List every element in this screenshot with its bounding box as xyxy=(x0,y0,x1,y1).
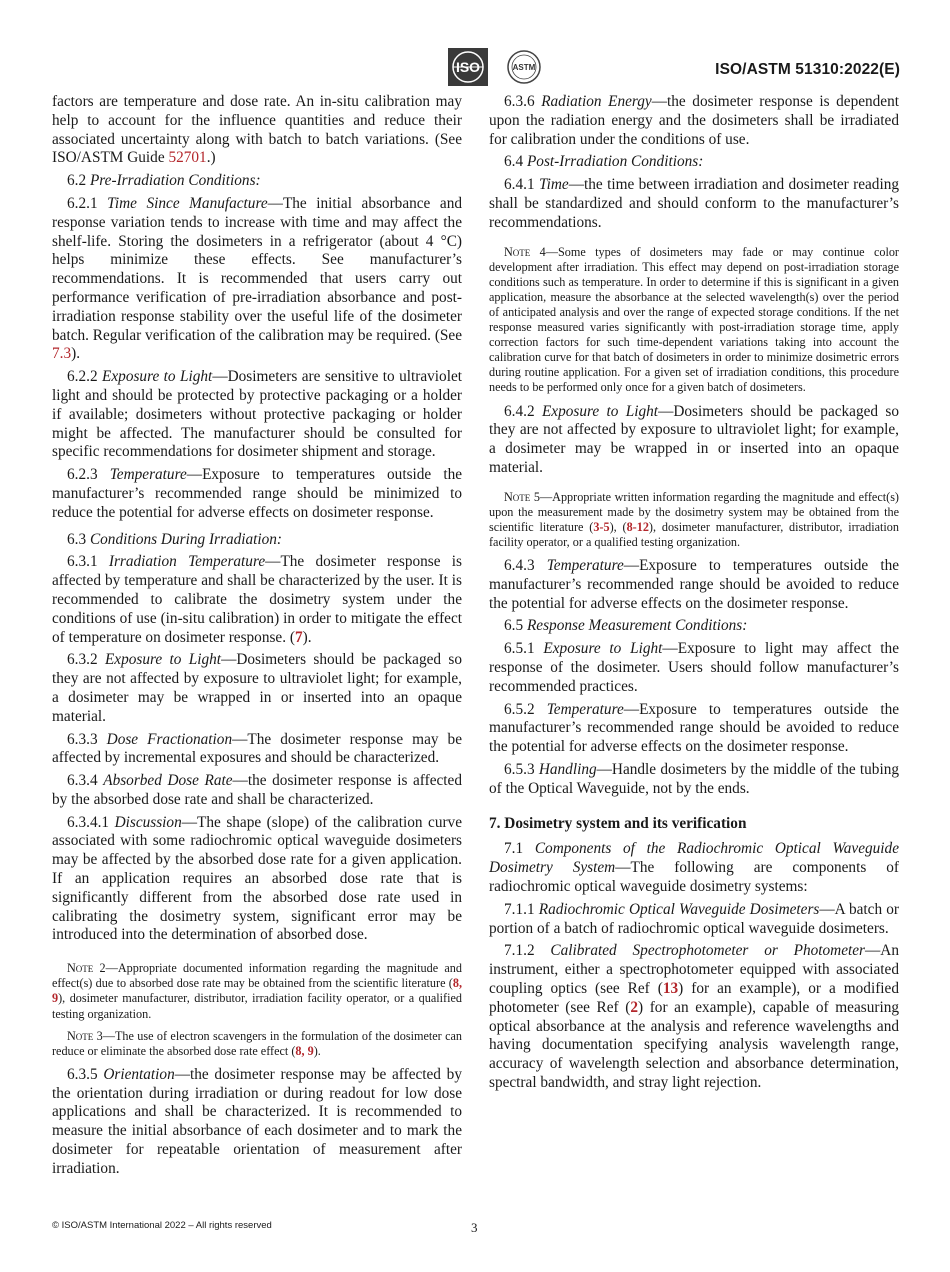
left-column xyxy=(52,93,462,1183)
note-2: Note 2—Appropriate documented information regarding the magnitude and effect(s) due to absorbed dose rate may be obtained from the scientific literature (8, 9), dosimeter manufacturer, distributor, irradiation facility operator, or a qualified testing organization. xyxy=(52,961,462,1021)
section-7-1-1: 7.1.1 Radiochromic Optical Waveguide Dosimeters—A batch or portion of a batch of radiochromic optical waveguide dosimeters. xyxy=(489,900,899,937)
section-6-2-heading: 6.2 Pre-Irradiation Conditions: xyxy=(67,172,261,190)
section-6-5-3: 6.5.3 Handling—Handle dosimeters by the middle of the tubing of the Optical Waveguide, not by the ends. xyxy=(489,761,899,797)
note-3: Note 3—The use of electron scavengers in the formulation of the dosimeter can reduce or eliminate the absorbed dose rate effect (8, 9). xyxy=(52,1028,462,1058)
section-6-2-1: 6.2.1 Time Since Manufacture—The initial absorbance and response variation tends to increase with time and may affect the shelf-life. Storing the dosimeters in a refrigerator (about 4 °C) helps minimize these effects. See manufacturer’s recommendations. It is recommended that users carry out performance verification of pre-irradiation absorbance and post-irradiation response stability over the useful life of the dosimeter batch. Regular verification of the calibration may be required. (See 7.3). xyxy=(52,194,462,363)
right-column xyxy=(489,93,899,1097)
ref-link-7[interactable]: 7 xyxy=(294,628,303,646)
ref-link-8-12[interactable]: 8-12 xyxy=(626,519,649,534)
section-6-3-1: 6.3.1 Irradiation Temperature—The dosimeter response is affected by temperature and shall be characterized by the user. It is recommended to calibrate the dosimetry system under the conditions of use (in-situ calibration) in order to mitigate the effect of temperature on dosimeter response. (7). xyxy=(52,553,462,646)
iso-logo-text: ISO xyxy=(455,59,481,75)
section-6-5-2: 6.5.2 Temperature—Exposure to temperatures outside the manufacturer’s recommended range should be avoided to reduce the potential for adverse effects on the dosimeter response. xyxy=(489,700,900,756)
header-logos xyxy=(448,48,548,88)
section-6-3-3: 6.3.3 Dose Fractionation—The dosimeter response may be affected by incremental exposures and should be characterized. xyxy=(52,730,462,767)
link-7-3[interactable]: 7.3 xyxy=(52,345,72,363)
astm-logo-text: ASTM xyxy=(512,63,536,72)
section-7-1: 7.1 Components of the Radiochromic Optical Waveguide Dosimetry System—The following are components of radiochromic optical waveguide dosimetry systems: xyxy=(489,840,899,896)
astm-logo xyxy=(504,48,544,86)
section-6-3-4: 6.3.4 Absorbed Dose Rate—the dosimeter response is affected by the absorbed dose rate and shall be characterized. xyxy=(52,772,462,808)
document-id: ISO/ASTM 51310:2022(E) xyxy=(715,61,900,78)
section-6-3-2: 6.3.2 Exposure to Light—Dosimeters should be packaged so they are not affected by exposure to ultraviolet light; for example, a dosimeter may be wrapped in or inserted into an opaque material. xyxy=(52,651,463,725)
note-5: Note 5—Appropriate written information regarding the magnitude and effect(s) upon the measurement made by the dosimetry system may be obtained from the scientific literature (3-5), (8-12), dosimeter manufacturer, distributor, irradiation facility operator, or a qualified testing organization. xyxy=(489,489,899,549)
section-6-4-heading: 6.4 Post-Irradiation Conditions: xyxy=(504,153,704,171)
page-number: 3 xyxy=(471,1220,478,1235)
section-6-2-3: 6.2.3 Temperature—Exposure to temperatures outside the manufacturer’s recommended range should be minimized to reduce the potential for adverse effects on dosimeter response. xyxy=(52,466,463,521)
section-6-5-heading: 6.5 Response Measurement Conditions: xyxy=(504,617,748,635)
section-6-3-heading: 6.3 Conditions During Irradiation: xyxy=(67,530,283,548)
section-6-5-1: 6.5.1 Exposure to Light—Exposure to light may affect the response of the dosimeter. Users should follow manufacturer’s recommended practices. xyxy=(489,640,899,695)
intro-paragraph: factors are temperature and dose rate. An in-situ calibration may help to account for the influence quantities and reduce their associated uncertainty along with batch to batch variations. (See ISO/ASTM Guide 52701.) xyxy=(52,93,462,167)
iso-logo xyxy=(448,48,488,86)
ref-link-2[interactable]: 2 xyxy=(630,998,638,1016)
section-6-3-6: 6.3.6 Radiation Energy—the dosimeter response is dependent upon the radiation energy and the dosimeters shall be irradiated for calibration under the conditions of use. xyxy=(489,93,899,148)
section-7-heading: 7. Dosimetry system and its verification xyxy=(489,814,747,832)
ref-link-3-5[interactable]: 3-5 xyxy=(593,519,610,534)
ref-link-8-9[interactable]: 8, 9 xyxy=(52,976,462,1006)
section-6-2-2: 6.2.2 Exposure to Light—Dosimeters are sensitive to ultraviolet light and should be protected by protective packaging or a holder if available; dosimeters without protective packaging or holder might be affected. The manufacturer should be consulted for specific recommendations for dosimeter shipment and storage. xyxy=(52,368,462,461)
section-7-1-2: 7.1.2 Calibrated Spectrophotometer or Photometer—An instrument, either a spectrophotometer equipped with associated coupling optics (see Ref (13) for an example), or a modified photometer (see Ref (2) for an example), capable of measuring optical absorbance at the analysis and reference wavelengths and having documentation specifying analysis wavelength range, accuracy of wavelength selection and absorbance determination, spectral bandwidth, and stray light rejection. xyxy=(489,942,899,1091)
section-6-4-2: 6.4.2 Exposure to Light—Dosimeters should be packaged so they are not affected by exposure to ultraviolet light; for example, a dosimeter may be wrapped in or inserted into an opaque material. xyxy=(489,402,900,476)
note-4: Note 4—Some types of dosimeters may fade or may continue color development after irradiation. This effect may depend on post-irradiation storage conditions such as temperature. In order to determine if this is significant in a given application, measure the absorbance at the selected wavelength(s) over the period of anticipated analysis and over the range of expected storage conditions. If the net response measured varies significantly with post-irradiation storage time, apply correction factors for such time-dependent variations taking into account the calibration curve for that batch of dosimeters in order to minimize dosimetric errors during routine application. For a given set of irradiation conditions, this procedure needs to be performed only once for a given batch of dosimeters. xyxy=(489,244,899,395)
link-52701[interactable]: 52701 xyxy=(168,149,207,167)
section-6-4-3: 6.4.3 Temperature—Exposure to temperatures outside the manufacturer’s recommended range should be avoided to reduce the potential for adverse effects on the dosimeter response. xyxy=(489,557,900,612)
section-6-3-4-1: 6.3.4.1 Discussion—The shape (slope) of the calibration curve associated with some radiochromic optical waveguide dosimeters may be affected by the absorbed dose rate for a given application. If an application requires an absorbed dose rate that is significantly different from the absorbed dose rate used in calibrating the dosimetry system, significant error may be introduced into the determination of absorbed dose. xyxy=(52,813,462,944)
section-6-3-5: 6.3.5 Orientation—the dosimeter response may be affected by the orientation during irradiation or during readout for low dose applications and shall be characterized. It is recommended to measure the initial absorbance of each dosimeter and to mark the dosimeter for repeatable orientation of measurement after irradiation. xyxy=(52,1065,462,1177)
ref-link-13[interactable]: 13 xyxy=(662,980,679,998)
section-6-4-1: 6.4.1 Time—the time between irradiation and dosimeter reading shall be standardized and should conform to the manufacturer’s recommendations. xyxy=(489,176,900,231)
ref-link-8-9-b[interactable]: 8, 9 xyxy=(295,1043,314,1058)
footer-copyright: © ISO/ASTM International 2022 – All rights reserved xyxy=(52,1220,272,1231)
